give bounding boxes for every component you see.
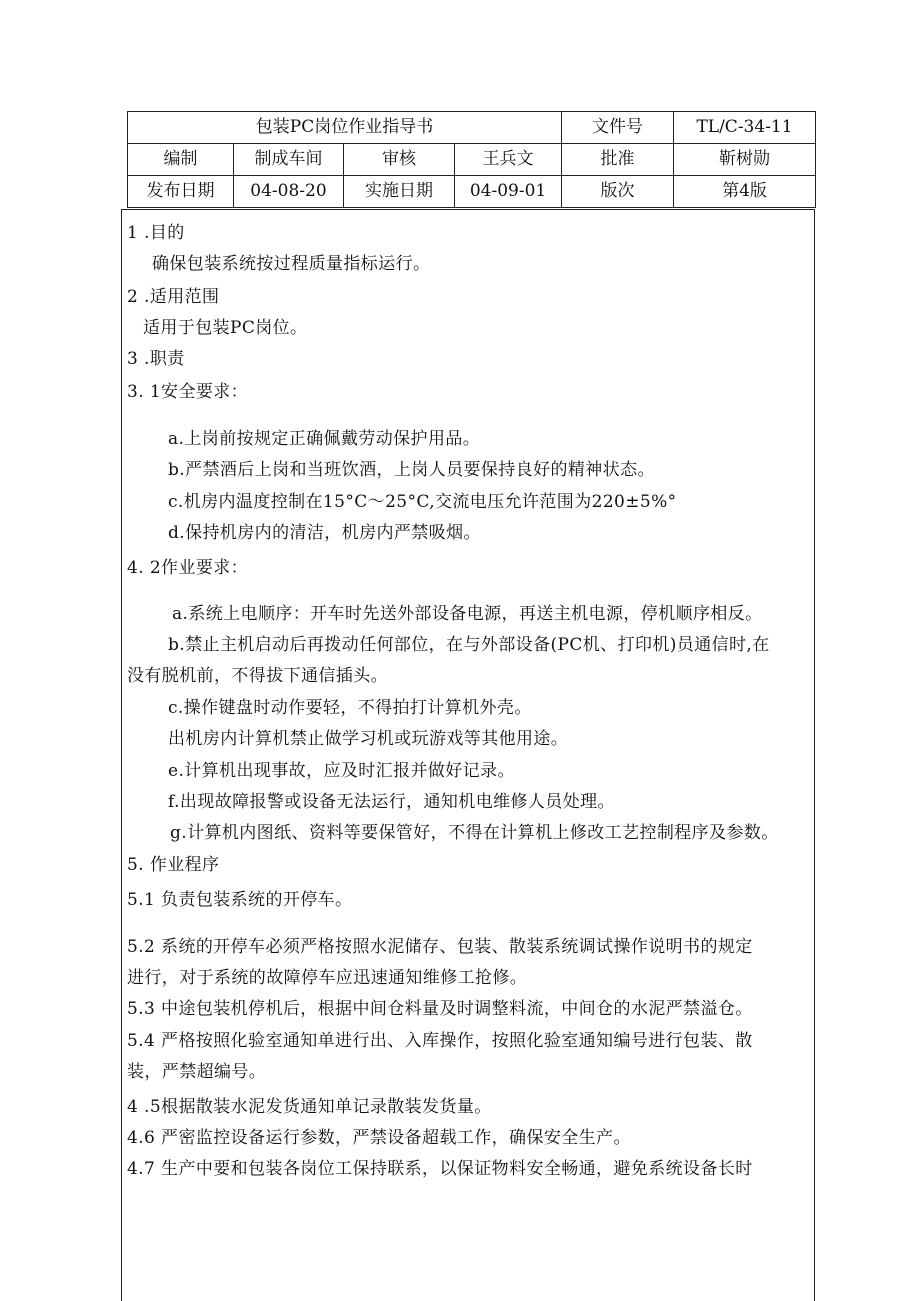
issue-date-value: 04-08-20 [234,176,344,208]
operation-item-a: a.系统上电顺序：开车时先送外部设备电源，再送主机电源，停机顺序相反。 [172,604,763,624]
doc-no-value: TL/C-34-11 [674,112,816,144]
procedure-4-5: 4 .5根据散装水泥发货通知单记录散装发货量。 [127,1097,492,1117]
doc-no-label: 文件号 [562,112,674,144]
section-5-heading: 5. 作业程序 [127,855,220,875]
procedure-5-4: 5.4 严格按照化验室通知单进行出、入库操作，按照化验室通知编号进行包装、散 [127,1031,753,1051]
document-header-table [127,111,816,208]
editor-value: 制成车间 [234,144,344,176]
version-label: 版次 [562,176,674,208]
version-value: 第4版 [674,176,816,208]
operation-item-g: g.计算机内图纸、资料等要保管好，不得在计算机上修改工艺控制程序及参数。 [170,823,779,843]
effective-date-label: 实施日期 [344,176,455,208]
safety-item-a: a.上岗前按规定正确佩戴劳动保护用品。 [168,429,481,449]
section-2-heading: 2 .适用范围 [127,287,220,307]
header-row-title [128,112,816,144]
safety-item-b: b.严禁酒后上岗和当班饮酒，上岗人员要保持良好的精神状态。 [168,460,655,480]
issue-date-label: 发布日期 [128,176,234,208]
operation-item-b: b.禁止主机启动后再拨动任何部位，在与外部设备(PC机、打印机)员通信时,在 [168,635,770,655]
procedure-5-2-cont: 进行，对于系统的故障停车应迅速通知维修工抢修。 [127,968,528,988]
operation-item-b-cont: 没有脱机前，不得拔下通信插头。 [127,666,388,686]
section-3-1-heading: 3. 1安全要求： [127,382,249,402]
operation-item-c: c.操作键盘时动作要轻，不得拍打计算机外壳。 [168,698,532,718]
procedure-5-4-cont: 装，严禁超编号。 [127,1062,267,1082]
procedure-5-1: 5.1 负责包装系统的开停车。 [127,890,353,910]
section-2-text: 适用于包装PC岗位。 [143,318,308,338]
operation-item-f: f.出现故障报警或设备无法运行，通知机电维修人员处理。 [168,792,615,812]
operation-item-e: e.计算机出现事故，应及时汇报并做好记录。 [168,761,515,781]
approver-label: 批准 [562,144,674,176]
safety-item-c: c.机房内温度控制在15°C～25°C,交流电压允许范围为220±5%° [168,492,677,512]
section-1-text: 确保包装系统按过程质量指标运行。 [152,254,431,274]
effective-date-value: 04-09-01 [455,176,562,208]
safety-item-d: d.保持机房内的清洁，机房内严禁吸烟。 [168,523,481,543]
reviewer-value: 王兵文 [455,144,562,176]
header-row-approval [128,144,816,176]
procedure-4-7: 4.7 生产中要和包装各岗位工保持联系，以保证物料安全畅通，避免系统设备长时 [127,1159,753,1179]
procedure-5-2: 5.2 系统的开停车必须严格按照水泥储存、包装、散装系统调试操作说明书的规定 [127,937,753,957]
section-3-heading: 3 .职责 [127,349,185,369]
approver-value: 靳树勋 [674,144,816,176]
section-4-2-heading: 4. 2作业要求： [127,558,249,578]
header-row-dates [128,176,816,208]
reviewer-label: 审核 [344,144,455,176]
section-1-heading: 1 .目的 [127,223,185,243]
procedure-5-3: 5.3 中途包装机停机后，根据中间仓料量及时调整料流，中间仓的水泥严禁溢仓。 [127,999,753,1019]
editor-label: 编制 [128,144,234,176]
document-title: 包装PC岗位作业指导书 [128,112,562,144]
operation-item-d: 出机房内计算机禁止做学习机或玩游戏等其他用途。 [168,729,569,749]
procedure-4-6: 4.6 严密监控设备运行参数，严禁设备超载工作，确保安全生产。 [127,1128,631,1148]
